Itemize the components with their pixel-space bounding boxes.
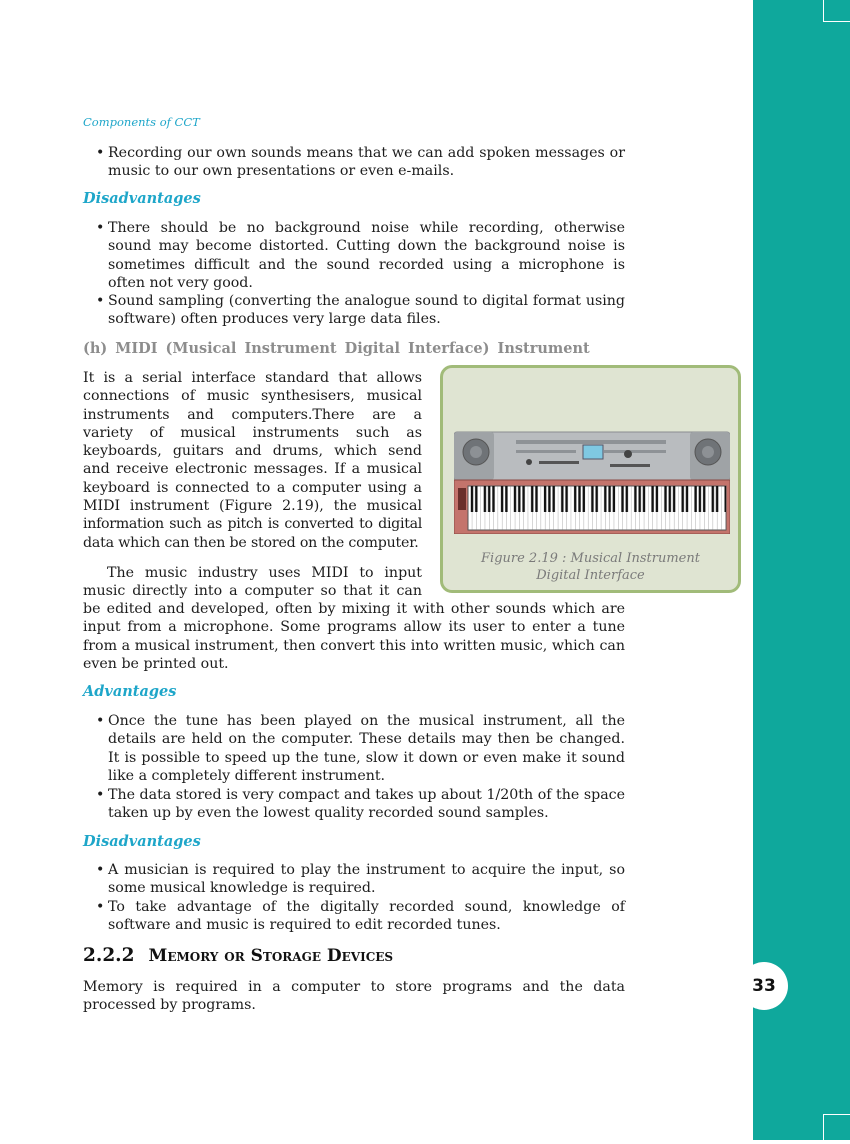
list-item: • Sound sampling (converting the analogue sound to digital format using software) often produces very large data files. [96,293,625,328]
section-paragraph: Memory is required in a computer to store programs and the data processed by programs. [83,979,625,1014]
subheading-advantages: Advantages [83,683,177,700]
section-heading [83,945,393,966]
list-item: • There should be no background noise while recording, otherwise sound may become distorted. Cutting down the background noise is sometimes difficult and the sound recorded using a microphone is often not very good. [96,220,625,291]
running-head: Components of CCT [83,115,200,129]
midi-paragraph-2-rest: be edited and developed, often by mixing it with other sounds which are input from a microphone. Some programs allow its user to enter a tune from a musical instrument, then convert this into written music, which can even be printed out. [83,601,625,672]
page-number: 33 [740,962,788,1010]
list-item: • Recording our own sounds means that we can add spoken messages or music to our own presentations or even e-mails. [96,145,625,180]
section-title: Memory or Storage Devices [148,946,394,966]
subheading-disadvantages: Disadvantages [83,190,201,207]
list-item: • The data stored is very compact and takes up about 1/20th of the space taken up by even the lowest quality recorded sound samples. [96,787,625,822]
figure-caption: Figure 2.19 : Musical Instrument Digital Interface [481,551,700,583]
midi-paragraph-2-start: The music industry uses MIDI to input music directly into a computer so that it can [83,565,422,600]
figure-midi [440,365,741,593]
list-item: • To take advantage of the digitally recorded sound, knowledge of software and music is required to edit recorded tunes. [96,899,625,934]
subheading-disadvantages: Disadvantages [83,833,201,850]
midi-heading: (h) MIDI (Musical Instrument Digital Interface) Instrument [83,340,590,357]
section-number: 2.2.2 [83,945,135,966]
midi-keyboard-image [454,428,730,534]
list-item: • Once the tune has been played on the musical instrument, all the details are held on the computer. These details may then be changed. It is possible to speed up the tune, slow it down or even make it sound like a completely different instrument. [96,713,625,784]
corner-mark-top [823,0,850,22]
midi-paragraph-1: It is a serial interface standard that allows connections of music synthesisers, musical instruments and computers.There are a variety of musical instruments such as keyboards, guitars and drums, which send and receive electronic messages. If a musical keyboard is connected to a computer using a MIDI instrument (Figure 2.19), the musical information such as pitch is converted to digital data which can then be stored on the computer. [83,370,422,551]
list-item: • A musician is required to play the instrument to acquire the input, so some musical knowledge is required. [96,862,625,897]
